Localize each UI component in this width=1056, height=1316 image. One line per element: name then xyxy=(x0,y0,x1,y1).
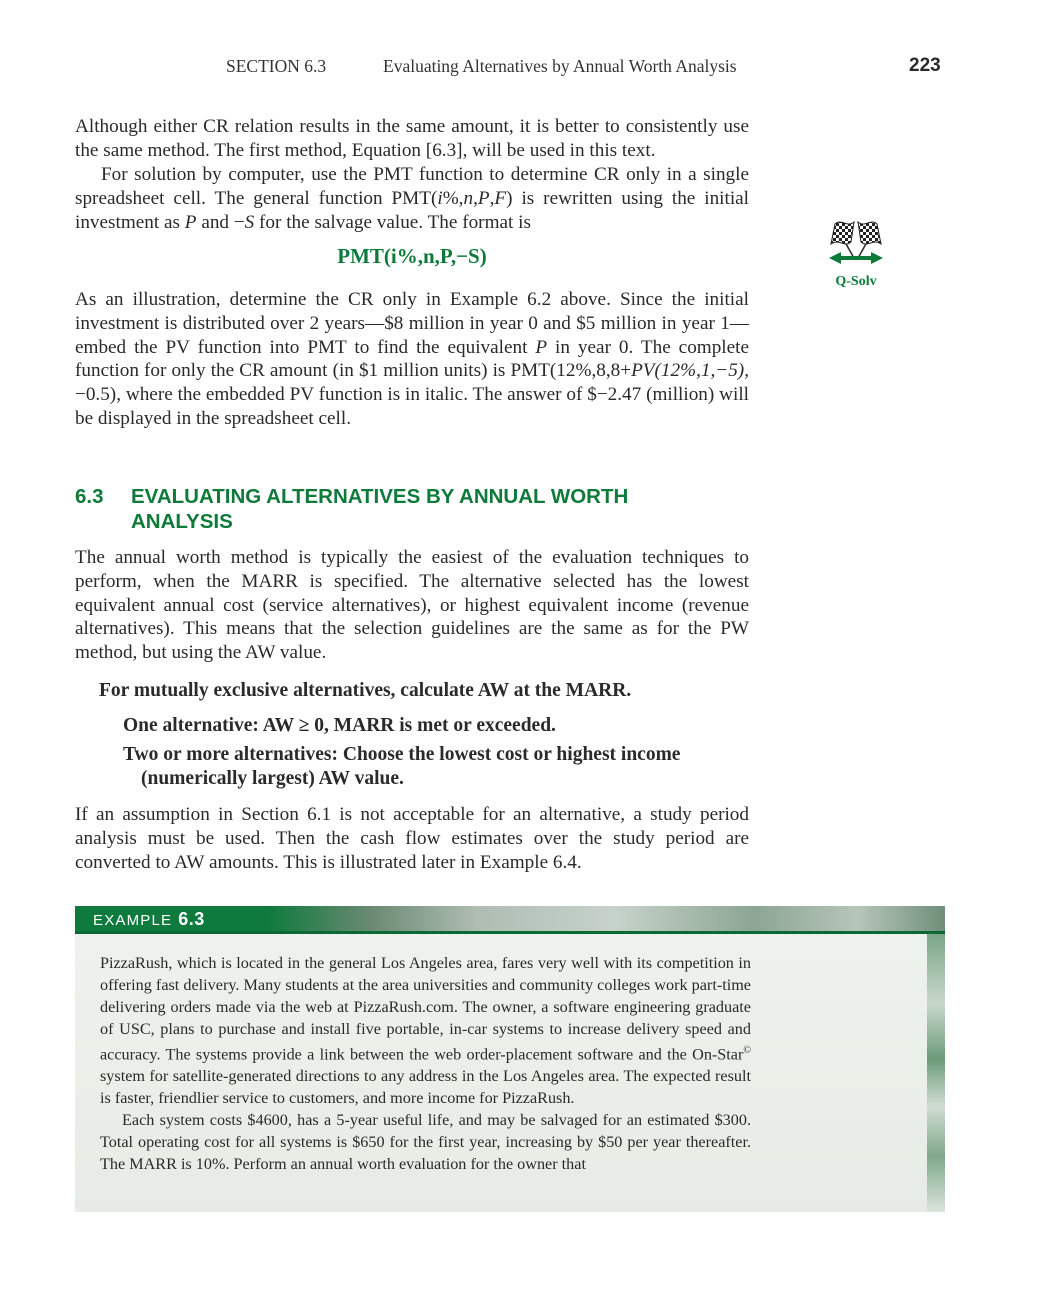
paragraph-3 xyxy=(75,288,749,431)
running-head-section: SECTION 6.3 xyxy=(226,56,327,76)
paragraph-4 xyxy=(75,546,749,665)
guideline-two-alternatives: Two or more alternatives: Choose the lowest cost or highest income (numerically largest) AW value. xyxy=(123,744,681,789)
example-number: 6.3 xyxy=(178,909,205,929)
page-number: 223 xyxy=(909,55,941,76)
paragraph-4-text: The annual worth method is typically the easiest of the evaluation techniques to perform, when the MARR is specified. The alternative selected has the lowest equivalent annual cost (service alternatives), or highest equivalent income (revenue alternatives). This means that the selection guidelines are the same as for the PW method, but using the AW value. xyxy=(75,547,749,664)
running-head-title: Evaluating Alternatives by Annual Worth Analysis xyxy=(383,56,737,76)
section-title: EVALUATING ALTERNATIVES BY ANNUAL WORTH ANALYSIS xyxy=(131,485,629,533)
qsolv-sidebar xyxy=(816,214,896,290)
example-header-bar xyxy=(75,906,945,934)
example-paragraph-2: Each system costs $4600, has a 5-year useful life, and may be salvaged for an estimated $300. Total operating cost for all systems is $650 for the first year, increasing by $50 per year thereafter. The MARR is 10%. Perform an annual worth evaluation for the owner that xyxy=(100,1111,751,1174)
paragraph-2 xyxy=(75,163,749,234)
pmt-formula: PMT(i%,n,P,−S) xyxy=(337,244,487,268)
paragraph-1-text: Although either CR relation results in the same amount, it is better to consistently use the same method. The first method, Equation [6.3], will be used in this text. xyxy=(75,116,749,161)
paragraph-5 xyxy=(75,803,749,874)
example-text xyxy=(100,952,751,1175)
section-heading xyxy=(75,484,755,534)
qsolv-label: Q-Solv xyxy=(835,274,877,289)
guideline-one-alternative: One alternative: AW ≥ 0, MARR is met or exceeded. xyxy=(123,715,556,736)
paragraph-5-text: If an assumption in Section 6.1 is not acceptable for an alternative, a study period analysis must be used. Then the cash flow estimates over the study period are converted to AW amounts. This is illustrated later in Example 6.4. xyxy=(75,804,749,873)
example-box-edge xyxy=(927,934,945,1212)
guideline-lead: For mutually exclusive alternatives, calculate AW at the MARR. xyxy=(99,680,632,701)
paragraph-2-text: For solution by computer, use the PMT function to determine CR only in a single spreadsheet cell. The general function PMT(i%,n,P,F) is rewritten using the initial investment as P and −S for the salvage value. The format is xyxy=(75,164,750,233)
example-label: EXAMPLE 6.3 xyxy=(93,909,205,929)
example-paragraph-1: PizzaRush, which is located in the general Los Angeles area, fares very well with its competition in offering fast delivery. Many students at the area universities and community colleges work part-time delivering orders made via the web at PizzaRush.com. The owner, a software engineering graduate of USC, plans to purchase and install five portable, in-car systems to increase delivery speed and accuracy. The systems provide a link between the web order-placement software and the On-Star© system for satellite-generated directions to any address in the Los Angeles area. The expected result is faster, friendlier service to customers, and more income for PizzaRush. xyxy=(100,954,751,1108)
paragraph-1 xyxy=(75,115,749,163)
paragraph-3-text: As an illustration, determine the CR only in Example 6.2 above. Since the initial investment is distributed over 2 years—$8 million in year 0 and $5 million in year 1—embed the PV function into PMT to find the equivalent P in year 0. The complete function for only the CR amount (in $1 million units) is PMT(12%,8,8+PV(12%,1,−5),−0.5), where the embedded PV function is in italic. The answer of $−2.47 (million) will be displayed in the spreadsheet cell. xyxy=(75,289,750,429)
checkered-flags-icon xyxy=(821,214,891,272)
running-head xyxy=(226,56,737,77)
section-number: 6.3 xyxy=(75,485,104,508)
